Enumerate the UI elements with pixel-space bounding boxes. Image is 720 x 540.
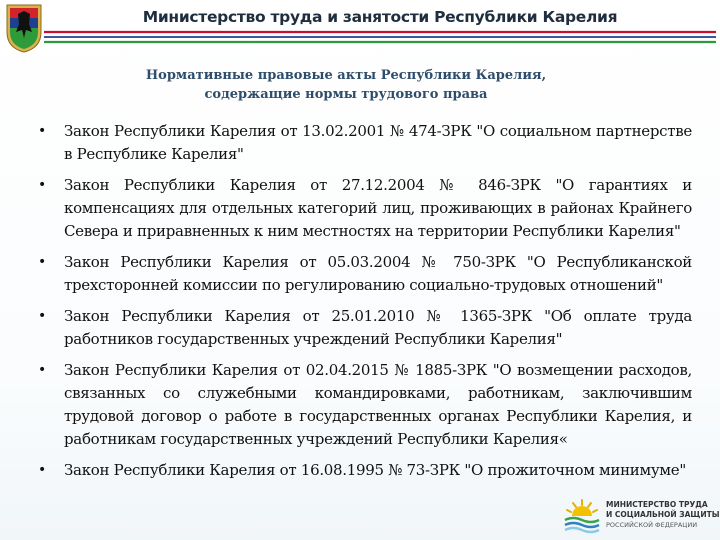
bullet-icon: • <box>38 362 46 378</box>
bullet-icon: • <box>38 308 46 324</box>
ministry-line-3: РОССИЙСКОЙ ФЕДЕРАЦИИ <box>606 521 698 529</box>
bullet-icon: • <box>38 177 46 193</box>
law-text: Закон Республики Карелия от 02.04.2015 № 1885-ЗРК "О возмещении расходов, связанных со служебными командировками, работникам, заключившим трудовой договор о работе в государственных органах Республики Карелия, и работникам государственных учреждений Республики Карелия« <box>64 361 692 448</box>
law-item <box>38 359 692 451</box>
ministry-line-1: МИНИСТЕРСТВО ТРУДА <box>606 500 708 509</box>
ministry-sun-waves-icon <box>562 496 602 536</box>
law-text: Закон Республики Карелия от 27.12.2004 № 846-ЗРК "О гарантиях и компенсациях для отдельных категорий лиц, проживающих в районах Крайнего Севера и приравненных к ним местностях на территории Республики Карелия" <box>64 176 692 240</box>
law-item <box>38 120 692 166</box>
subtitle-line-2: содержащие нормы трудового права <box>204 87 488 102</box>
ministry-logo-text <box>606 500 720 530</box>
law-item <box>38 305 692 351</box>
subtitle-line-1: Нормативные правовые акты Республики Карелия, <box>145 68 547 83</box>
bullet-icon: • <box>38 123 46 139</box>
law-item <box>38 251 692 297</box>
law-item <box>38 459 692 482</box>
law-text: Закон Республики Карелия от 05.03.2004 № 750-ЗРК "О Республиканской трехсторонней комиссии по регулированию социально-трудовых отношений" <box>64 253 692 294</box>
laws-list <box>38 120 692 490</box>
page-header-title: Министерство труда и занятости Республики Карелия <box>142 8 618 26</box>
law-text: Закон Республики Карелия от 13.02.2001 № 474-ЗРК "О социальном партнерстве в Республике Карелия" <box>64 122 692 163</box>
bullet-icon: • <box>38 254 46 270</box>
ministry-line-2: И СОЦИАЛЬНОЙ ЗАЩИТЫ <box>606 510 720 519</box>
law-item <box>38 174 692 243</box>
law-text: Закон Республики Карелия от 25.01.2010 № 1365-ЗРК "Об оплате труда работников государственных учреждений Республики Карелия" <box>64 307 692 348</box>
section-subtitle <box>96 66 596 104</box>
bullet-icon: • <box>38 462 46 478</box>
law-text: Закон Республики Карелия от 16.08.1995 № 73-ЗРК "О прожиточном минимуме" <box>64 461 686 479</box>
